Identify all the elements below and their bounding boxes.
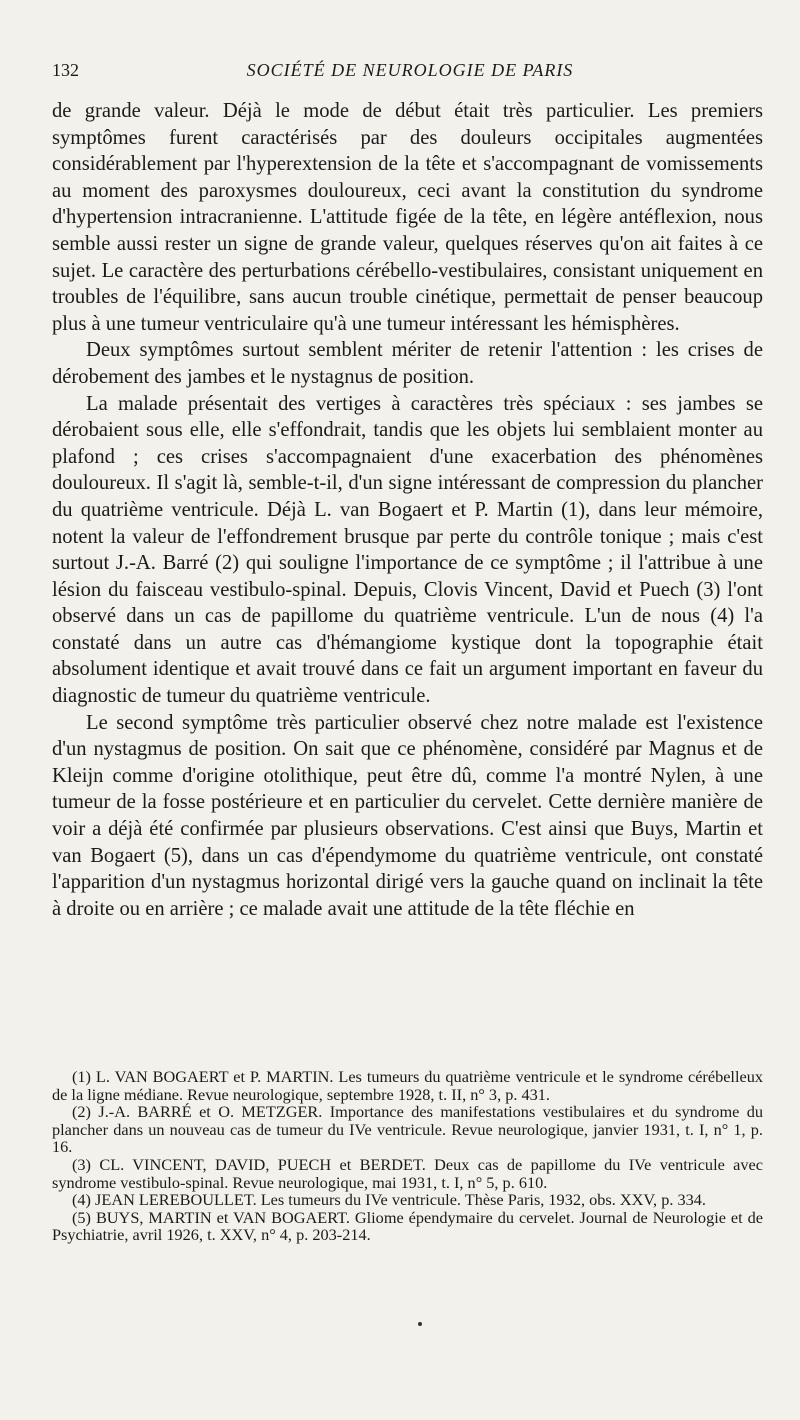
paragraph: Deux symptômes surtout semblent mériter de retenir l'attention : les crises de dérobement des jambes et le nystagnus de position. (52, 339, 763, 388)
paragraph: de grande valeur. Déjà le mode de début était très particulier. Les premiers symptômes furent caractérisés par des douleurs occipitales augmentées considérablement par l'hyperextension de la tête et s'accompagnant de vomissements au moment des paroxysmes douloureux, ceci avant la constitution du syndrome d'hypertension intracranienne. L'attitude figée de la tête, en légère antéflexion, nous semble aussi rester un signe de grande valeur, quelques réserves qu'on ait faites à ce sujet. Le caractère des perturbations cérébello-vestibulaires, consistant uniquement en troubles de l'équilibre, sans aucun trouble cinétique, permettait de penser beaucoup plus à une tumeur ventriculaire qu'à une tumeur intéressant les hémisphères. (52, 100, 763, 335)
footnote: (1) L. VAN BOGAERT et P. MARTIN. Les tumeurs du quatrième ventricule et le syndrome cérébelleux de la ligne médiane. Revue neurologique, septembre 1928, t. II, n° 3, p. 431. (52, 1067, 763, 1104)
page-header (52, 60, 768, 84)
footnote: (5) BUYS, MARTIN et VAN BOGAERT. Gliome épendymaire du cervelet. Journal de Neurologie et de Psychiatrie, avril 1926, t. XXV, n° 4, p. 203-214. (52, 1207, 763, 1245)
paragraph: Le second symptôme très particulier observé chez notre malade est l'existence d'un nystagmus de position. On sait que ce phénomène, considéré par Magnus et de Kleijn comme d'origine otolithique, peut être dû, comme l'a montré Nylen, à une tumeur de la fosse postérieure et en particulier du cervelet. Cette dernière manière de voir a déjà été confirmée par plusieurs observations. C'est ainsi que Buys, Martin et van Bogaert (5), dans un cas d'épendymome du quatrième ventricule, ont constaté l'apparition d'un nystagmus horizontal dirigé vers la gauche quand on inclinait la tête à droite ou en arrière ; ce malade avait une attitude de la tête fléchie en (52, 711, 763, 920)
footnote: (2) J.-A. BARRÉ et O. METZGER. Importance des manifestations vestibulaires et du syndrome du plancher dans un nouveau cas de tumeur du IVe ventricule. Revue neurologique, janvier 1931, t. I, n° 1, p. 16. (52, 1102, 763, 1157)
footnote: (4) JEAN LEREBOULLET. Les tumeurs du IVe ventricule. Thèse Paris, 1932, obs. XXV, p. 334. (72, 1190, 706, 1210)
footnote: (3) CL. VINCENT, DAVID, PUECH et BERDET. Deux cas de papillome du IVe ventricule avec syndrome vestibulo-spinal. Revue neurologique, mai 1931, t. I, n° 5, p. 610. (52, 1154, 763, 1192)
paragraph: La malade présentait des vertiges à caractères très spéciaux : ses jambes se dérobaient sous elle, elle s'effondrait, tandis que les objets lui semblaient monter au plafond ; ces crises s'accompagnaient d'une exacerbation des phénomènes douloureux. Il s'agit là, semble-t-il, d'un signe intéressant de compression du plancher du quatrième ventricule. Déjà L. van Bogaert et P. Martin (1), dans leur mémoire, notent la valeur de l'effondrement brusque par perte du contrôle tonique ; mais c'est surtout J.-A. Barré (2) qui souligne l'importance de ce symptôme ; il l'attribue à une lésion du faisceau vestibulo-spinal. Depuis, Clovis Vincent, David et Puech (3) l'ont observé dans un cas de papillome du quatrième ventricule. L'un de nous (4) l'a constaté dans un autre cas d'hémangiome kystique dont la topographie était absolument identique et avait trouvé dans ce fait un argument important en faveur du diagnostic de tumeur du quatrième ventricule. (52, 392, 763, 708)
print-speck (418, 1322, 422, 1326)
footnotes (52, 1068, 763, 1244)
body-text (52, 98, 763, 922)
page-number: 132 (52, 60, 79, 80)
running-title: SOCIÉTÉ DE NEUROLOGIE DE PARIS (246, 60, 574, 80)
